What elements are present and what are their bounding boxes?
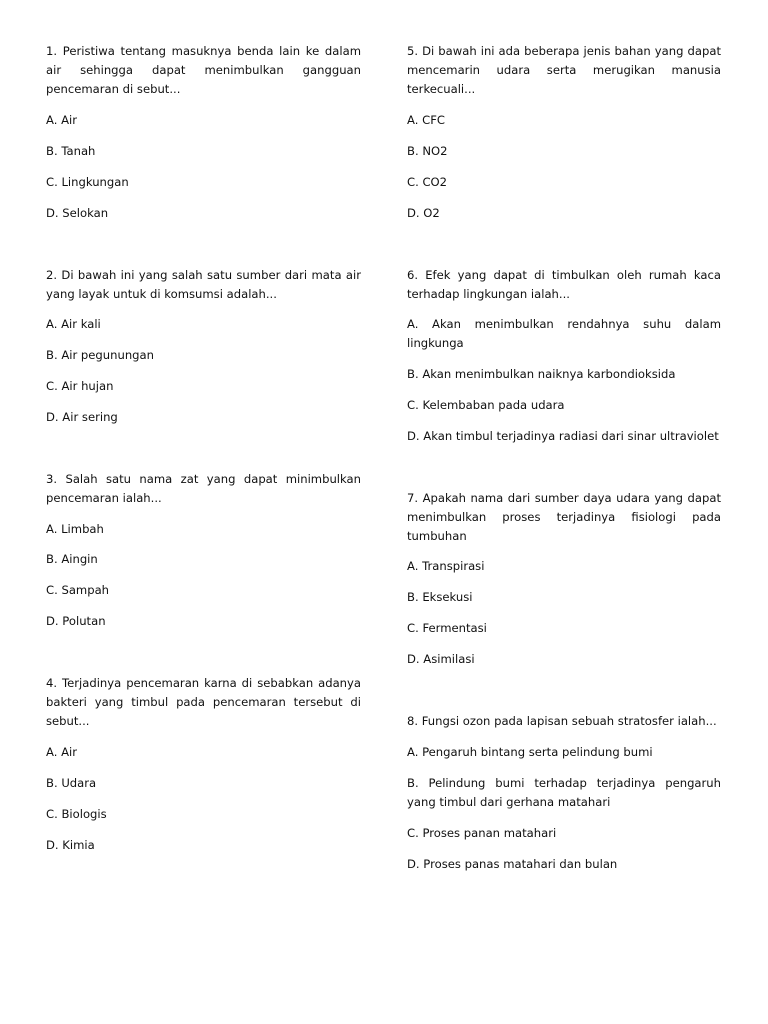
option-a: A. Air kali [46, 317, 101, 331]
option-b: B. Aingin [46, 552, 98, 566]
option-d: D. Polutan [46, 614, 106, 628]
question-text: 3. Salah satu nama zat yang dapat minimbulkan pencemaran ialah... [46, 472, 361, 505]
option-b: B. Eksekusi [407, 590, 473, 604]
question-text: 2. Di bawah ini yang salah satu sumber dari mata air yang layak untuk di komsumsi adalah... [46, 268, 361, 301]
question-text: 8. Fungsi ozon pada lapisan sebuah stratosfer ialah... [407, 714, 717, 728]
option-b: B. Tanah [46, 144, 96, 158]
option-a: A. Air [46, 113, 78, 127]
option-b: B. Akan menimbulkan naiknya karbondioksida [407, 367, 676, 381]
option-c: C. Kelembaban pada udara [407, 398, 565, 412]
question-text: 6. Efek yang dapat di timbulkan oleh rumah kaca terhadap lingkungan ialah... [407, 268, 721, 301]
option-d: D. O2 [407, 206, 440, 220]
option-c: C. CO2 [407, 175, 448, 189]
option-c: C. Lingkungan [46, 175, 129, 189]
option-c: C. Air hujan [46, 379, 114, 393]
question-2 [46, 266, 361, 304]
question-text: 1. Peristiwa tentang masuknya benda lain ke dalam air sehingga dapat menimbulkan gangguan pencemaran di sebut... [46, 44, 361, 96]
question-3 [46, 470, 361, 508]
option-d: D. Air sering [46, 410, 118, 424]
question-text: 7. Apakah nama dari sumber daya udara yang dapat menimbulkan proses terjadinya fisiologi pada tumbuhan [407, 491, 721, 543]
question-5 [407, 42, 721, 99]
option-b: B. Udara [46, 776, 97, 790]
question-8 [407, 712, 721, 731]
question-4 [46, 674, 361, 731]
option-c: C. Biologis [46, 807, 107, 821]
option-c: C. Fermentasi [407, 621, 487, 635]
option-c: C. Proses panan matahari [407, 826, 557, 840]
option-d: D. Proses panas matahari dan bulan [407, 857, 618, 871]
option-a: A. Limbah [46, 522, 104, 536]
option-d: D. Kimia [46, 838, 95, 852]
option-a: A. Transpirasi [407, 559, 485, 573]
question-1 [46, 42, 361, 99]
question-text: 5. Di bawah ini ada beberapa jenis bahan yang dapat mencemarin udara serta merugikan manusia terkecuali... [407, 44, 721, 96]
question-7 [407, 489, 721, 546]
question-6 [407, 266, 721, 304]
option-b: B. Pelindung bumi terhadap terjadinya pengaruh yang timbul dari gerhana matahari [407, 776, 721, 809]
option-c: C. Sampah [46, 583, 110, 597]
option-d: D. Asimilasi [407, 652, 475, 666]
option-a: A. Pengaruh bintang serta pelindung bumi [407, 745, 653, 759]
option-d: D. Akan timbul terjadinya radiasi dari sinar ultraviolet [407, 429, 719, 443]
option-b: B. Air pegunungan [46, 348, 154, 362]
option-a: A. Air [46, 745, 78, 759]
option-d: D. Selokan [46, 206, 109, 220]
option-b: B. NO2 [407, 144, 448, 158]
question-text: 4. Terjadinya pencemaran karna di sebabkan adanya bakteri yang timbul pada pencemaran tersebut di sebut... [46, 676, 361, 728]
option-a: A. Akan menimbulkan rendahnya suhu dalam lingkunga [407, 317, 721, 350]
option-a: A. CFC [407, 113, 445, 127]
